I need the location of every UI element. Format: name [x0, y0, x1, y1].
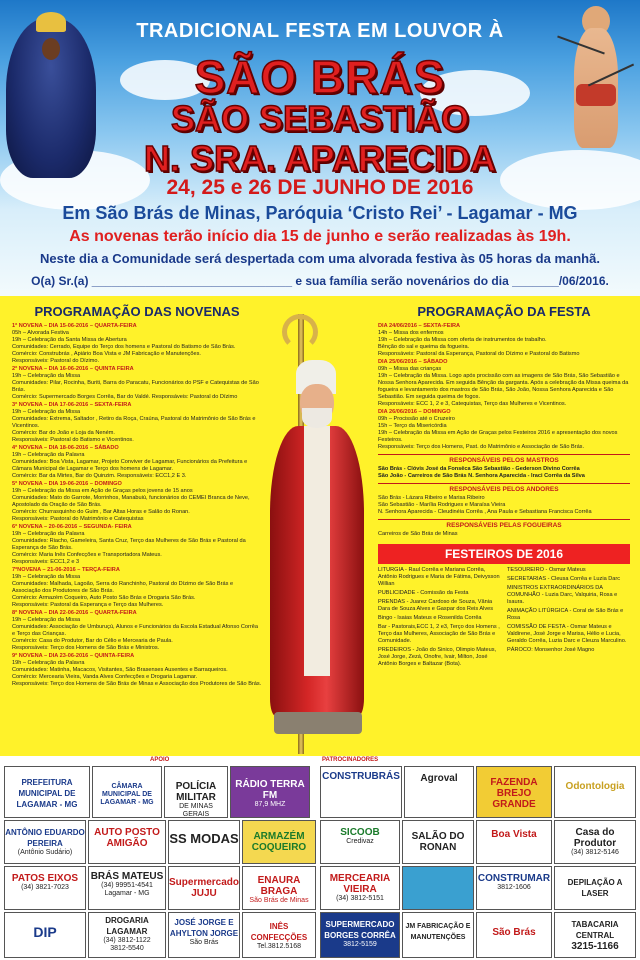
novena-line: Comunidades: Boa Vista, Lagamar, Projeto Conviver de Lagamar, Funcionários da Prefeitura e Câmara Municipal de Lagamar e Terço dos homens de Lagamar. [12, 459, 248, 472]
festa-day-line: 19h – Celebração da Missa em Ação de Graças pelos Festeiros 2016 e apresentação dos novos Festeiros. [378, 430, 618, 443]
novena-line: Responsáveis: Terço dos Homens de São Brás de Minas e Associação dos Produtores de São Brás. [12, 681, 262, 687]
ad-name: Agroval [420, 773, 458, 784]
festa-title: PROGRAMAÇÃO DA FESTA [417, 304, 591, 319]
ad-sub: São Brás de Minas [249, 897, 309, 904]
festival-intro: TRADICIONAL FESTA EM LOUVOR À [136, 20, 504, 42]
ad-name: DEPILAÇÃO A LASER [567, 878, 623, 898]
novena-line: Responsáveis: Pastoral do Dízimo. [12, 358, 100, 364]
mastros-title: RESPONSÁVEIS PELOS MASTROS [378, 454, 630, 464]
ad-name: ARMAZÉM COQUEIRO [251, 831, 307, 853]
novenas-list [12, 323, 262, 688]
festa-day-line: 15h – Terço da Misericórdia [378, 423, 447, 429]
novena-item [12, 567, 262, 609]
festa-day-line: 14h – Missa dos enfermos [378, 330, 444, 336]
ad-sub: DE MINAS GERAIS [179, 803, 213, 818]
novena-item [12, 481, 262, 523]
mastros-list [378, 466, 630, 480]
ad-sub: (Antônio Sudário) [17, 849, 73, 856]
novena-item [12, 402, 262, 444]
novena-item [12, 323, 262, 365]
festeiro-entry: Bar - Pastorais,ECC 1, 2 e3, Terço dos Homens , Terço das Mulheres, Associação de São Brás e Comunidade. [378, 624, 500, 644]
novena-line: Comunidades: Malhada, Lagoão, Serra do Ranchinho, Pastoral do Dízimo de São Brás e Associação dos Produtores de São Brás. [12, 581, 234, 594]
ad-supermercado-borges [320, 912, 400, 958]
ad-altas-horas [402, 866, 474, 910]
apoio-label: APOIO [150, 757, 170, 763]
ad-name: ANTÔNIO EDUARDO PEREIRA [5, 828, 85, 848]
novena-heading: 2ª NOVENA – DIA 16-06-2016 – QUINTA FEIRA [12, 366, 134, 372]
ad-antonio [4, 820, 86, 864]
ad-drogaria [88, 912, 166, 958]
festeiro-entry: Bingo - Isaias Mateus e Rosenilda Corrêa [378, 615, 482, 621]
ad-odontologia [554, 766, 636, 818]
novena-line: Comércio: Bar do João e Loja da Neném. [12, 430, 115, 436]
festeiro-entry: LITURGIA - Raul Corrêa e Mariana Corrêa, Antônio Rodrigues e Maria de Fátima, Deivysson Willian [378, 567, 500, 587]
statue-stole [304, 426, 330, 676]
andores-list [378, 495, 630, 516]
ad-name: Boa Vista [491, 829, 537, 840]
novena-line: Comércio: Supermercado Borges Corrêa, Bar do Valdé. Responsáveis: Pastoral do Dízimo [12, 394, 238, 400]
ad-name: PATOS EIXOS [11, 873, 79, 884]
novena-line: 19h – Celebração da Missa [12, 617, 81, 623]
novena-item [12, 445, 262, 480]
festa-day-line: 09h – Missa das crianças [378, 366, 442, 372]
ad-radio [230, 766, 310, 818]
novena-line: Comunidades: Matinha, Macacos, Visitantes, São Brasenses Ausentes e Barraqueiros. [12, 667, 228, 673]
novena-line: Responsáveis: ECC1,2 e 3 [12, 559, 80, 565]
novena-line: Comunidades: Extrema, Saltador , Retiro da Roça, Craúna, Pastoral do Matrimônio de São Brás e Vicentinos. [12, 416, 256, 429]
novena-line: Comércio: Casa do Produtor, Bar do Célio e Mercearia de Paula. [12, 638, 173, 644]
novena-line: Responsáveis: Pastoral da Esperança e Terço das Mulheres. [12, 602, 164, 608]
ad-sao-bras-shop [476, 912, 552, 958]
ad-name: SALÃO DO RONAN [411, 831, 465, 853]
ad-phone: 3215-1166 [571, 941, 619, 952]
festeiro-entry: TESOUREIRO - Osmar Mateus [507, 567, 586, 573]
festa-day-heading: DIA 25/06/2016 – SÁBADO [378, 359, 448, 365]
novena-line: Comércio: Construbrás , Apiário Boa Vista e JM Fabricação e Manutenções. [12, 351, 201, 357]
novena-line: 05h – Alvorada Festiva [12, 330, 69, 336]
ad-armazem [242, 820, 316, 864]
ad-name: TABACARIA CENTRAL [571, 920, 619, 940]
novena-item [12, 524, 262, 566]
festeiro-entry: PÁROCO: Monsenhor José Magno [507, 647, 595, 653]
patrocinadores-label: PATROCINADORES [322, 757, 379, 763]
festa-day-line: Bênção do sal e queima da fogueira. [378, 344, 470, 350]
festeiros-left [378, 567, 501, 670]
novena-line: Comércio: Bar da Mirtes, Bar do Quinzim. Responsáveis: ECC1,2 E 3. [12, 473, 187, 479]
ad-fazenda [476, 766, 552, 818]
novena-line: 19h – Celebração da Missa [12, 373, 81, 379]
ad-sub: São Brás [189, 939, 219, 946]
ad-salao [402, 820, 474, 864]
festeiro-entry: PUBLICIDADE - Comissão da Festa [378, 590, 469, 596]
ad-sicoob [320, 820, 400, 864]
novena-line: Responsáveis: Pastoral do Matrimônio e Catequistas [12, 516, 144, 522]
festeiro-entry: PREDEIROS - João do Sinico, Olimpio Mateus, José Jorge, Zezá, Onofre, Ivair, Milton, José Antônio Borges e Baltazar (Bota). [378, 647, 497, 667]
andores-title: RESPONSÁVEIS PELOS ANDORES [378, 483, 630, 493]
ad-phone: 3812-5159 [343, 941, 377, 948]
title-sao-sebastiao: SÃO SEBASTIÃO [170, 98, 470, 139]
festeiros-grid [378, 567, 630, 670]
festa-day-line: Responsáveis: Pastoral da Esperança, Pastoral do Dízimo e Pastoral do Batismo [378, 351, 580, 357]
ad-name: ENAURA BRAGA [257, 875, 301, 897]
novena-line: Comunidades: Mato do Garrote, Morrinhos, Manabuiú, funcionários do CEMEI Branca de Neve, Apostolado da Oração de São Brás. [12, 495, 250, 508]
novena-heading: 3ª NOVENA – DIA 17-06-2016 – SEXTA-FEIRA [12, 402, 132, 408]
novena-line: Responsáveis: Pastoral do Batismo e Vicentinos. [12, 437, 134, 443]
novena-line: 19h – Celebração da Santa Missa de Abertura [12, 337, 127, 343]
ad-name: CONSTRUMAR [477, 873, 551, 884]
festeiro-entry: MINISTROS EXTRAORDINÁRIOS DA COMUNHÃO - Luzia Darc, Valquiria, Rosa e Isaura. [507, 585, 618, 605]
festa-day-heading: DIA 24/06/2016 – SEXTA-FEIRA [378, 323, 461, 329]
sponsors [0, 756, 640, 960]
novena-heading: 7ªNOVENA – 21-06-2016 – TERÇA-FEIRA [12, 567, 120, 573]
ad-ss-modas [168, 820, 240, 864]
novena-heading: 9ª NOVENA – DIA 23-06-2016 – QUINTA-FEIRA [12, 653, 135, 659]
novena-line: 19h – Celebração da Palavra [12, 452, 85, 458]
novena-line: Comércio: Maria Inês Confecções e Transportadora Mateus. [12, 552, 162, 558]
ad-depilacao [554, 866, 636, 910]
ad-name: DIP [33, 924, 57, 940]
novena-heading: 8ª NOVENA – DIA 22-06-2016 – QUARTA-FEIRA [12, 610, 137, 616]
ad-jose-jorge [168, 912, 240, 958]
ad-name: RÁDIO TERRA FM [235, 779, 305, 801]
novena-line: Comunidades: Riacho, Gameleira, Santa Cruz, Terço das Mulheres de São Brás e Pastoral da Esperança de São Brás. [12, 538, 246, 551]
novenas-title: PROGRAMAÇÃO DAS NOVENAS [34, 304, 240, 319]
festa-day-line: Responsáveis: Terço dos Homens, Past. do Matrimônio e Associação de São Brás. [378, 444, 585, 450]
ad-name: São Brás [492, 927, 536, 938]
ad-dip [4, 912, 86, 958]
ad-name: CONSTRUBRÁS [322, 771, 400, 782]
festa-day-line: 19h – Celebração da Missa com oferta de instrumentos de trabalho. [378, 337, 547, 343]
novena-line: Comércio: Mercearia Vieira, Vanda Alves Confecções e Drogaria Lagamar. [12, 674, 198, 680]
ad-phone: 3812-1606 [497, 884, 531, 891]
novenas-program [12, 304, 262, 689]
festa-day-line: Responsáveis: ECC 1, 2 e 3, Catequistas, Terço das Mulheres e Vicentinos. [378, 401, 567, 407]
festa-day-heading: DIA 26/06/2016 – DOMINGO [378, 409, 451, 415]
festeiro-entry: PRENDAS - Juarez Cardoso de Souza, Vânia Dara de Souza Alves e Gaspar dos Reis Alves [378, 599, 494, 612]
festa-day-line: 09h – Procissão até o Cruzeiro [378, 416, 455, 422]
ad-prefeitura [4, 766, 90, 818]
statue-beard [302, 408, 332, 428]
novena-item [12, 653, 262, 688]
ad-name: CÂMARA MUNICIPAL DE LAGAMAR - MG [100, 783, 154, 806]
ad-sub: Credivaz [346, 838, 374, 845]
festa-day-line: 19h – Celebração da Missa. Logo após procissão com as imagens de São Brás, São Sebastião e Nossa Senhora Aparecida. Em seguida Bênção da garganta. Após a celebração da Missa queima da fogueira e levantamento dos mastros de São Brás, São João, Nossa Senhora Aparecida e São Sebastião. Em seguida queima de fogos. [378, 373, 629, 400]
ad-name: FAZENDA BREJO GRANDE [490, 777, 538, 810]
ad-name: MERCEARIA VIEIRA [329, 873, 391, 895]
ad-autoposto [88, 820, 166, 864]
andores-line: São Sebastião - Marília Rodrigues e Maraísa Vieira [378, 502, 506, 508]
festa-program [378, 304, 630, 670]
ad-name: BRÁS MATEUS [90, 871, 164, 882]
festa-day [378, 359, 630, 408]
ad-enaura [242, 866, 316, 910]
ad-name: AUTO POSTO AMIGÃO [94, 827, 160, 849]
ad-name: POLÍCIA MILITAR [175, 781, 217, 803]
andores-line: N. Senhora Aparecida - Cleudinéia Corrêa , Ana Paula e Sebastiana Francisca Corrêa [378, 509, 592, 515]
andores-line: São Brás - Lázara Ribeiro e Marisa Ribeiro [378, 495, 485, 501]
mastros-line: São Brás - Clóvis José da Fonsêca São Sebastião - Gederson Divino Corrêa [378, 466, 580, 472]
ad-name: Supermercado JUJU [169, 877, 240, 899]
ad-name: SS MODAS [169, 831, 239, 846]
festeiro-entry: COMISSÃO DE FESTA - Osmar Mateus e Valdirene, José Jorge e Marisa, Hélio e Lucia, Geraldo Corrêa, Luzia Darc e Cleuza Marculino. [507, 624, 627, 644]
ad-name: PREFEITURA MUNICIPAL DE LAGAMAR - MG [16, 778, 78, 809]
ad-construbras [320, 766, 402, 818]
ad-construmar [476, 866, 552, 910]
novenario-fill-in-line: O(a) Sr.(a) ______________________________ e sua família serão novenários do dia _______/06/2016. [31, 274, 609, 288]
ad-name: DROGARIA LAGAMAR [105, 916, 149, 936]
ad-phone: (34) 3812-5146 [571, 849, 619, 856]
novena-line: 19h – Celebração da Missa [12, 409, 81, 415]
novena-heading: 6ª NOVENA – 20-06-2016 – SEGUNDA- FEIRA [12, 524, 132, 530]
ad-agroval [404, 766, 474, 818]
ad-phone: (34) 3812-5151 [336, 895, 384, 902]
festeiros-title: FESTEIROS DE 2016 [378, 544, 630, 564]
ad-name: SUPERMERCADO BORGES CORRÊA [324, 920, 396, 940]
festeiro-entry: SECRETARIAS - Cleusa Corrêa e Luzia Darc [507, 576, 621, 582]
ad-phone: (34) 99951-4541 [101, 882, 153, 889]
novena-heading: 5ª NOVENA – DIA 19-06-2016 – DOMINGO [12, 481, 122, 487]
title-nossa-senhora: N. SRA. APARECIDA [143, 138, 497, 179]
ad-phone: 3812-5540 [110, 945, 144, 952]
ad-tabacaria [554, 912, 636, 958]
ad-jm [402, 912, 474, 958]
novena-line: Comunidades: Cerrado, Equipe do Terço dos homens e Pastoral do Batismo de São Brás. [12, 344, 236, 350]
festival-dates: 24, 25 e 26 DE JUNHO DE 2016 [166, 176, 474, 199]
program-section [0, 296, 640, 758]
statue-base [274, 712, 362, 734]
ad-phone: Tel.3812.5168 [257, 943, 301, 950]
ad-juju [168, 866, 240, 910]
ad-ines [242, 912, 316, 958]
festeiro-entry: ANIMAÇÃO LITÚRGICA - Coral de São Brás e Rosa [507, 608, 624, 621]
novena-line: Comunidades: Associação de Umburuçú, Alunos e Funcionários da Escola Estadual Afonso Corrêa e Terço das Crianças. [12, 624, 258, 637]
novena-line: Comércio: Churrasquinho do Guim , Bar Altas Horas e Salão do Ronan. [12, 509, 190, 515]
crozier-crook [282, 314, 318, 350]
novena-line: Responsáveis: Terço dos Homens de São Brás e Ministros. [12, 645, 160, 651]
ad-camara [92, 766, 162, 818]
alvorada-notice: Neste dia a Comunidade será despertada com uma alvorada festiva às 05 horas da manhã. [40, 251, 600, 266]
ad-patos-eixos [4, 866, 86, 910]
novena-item [12, 610, 262, 652]
festa-day [378, 409, 630, 451]
ad-boavista [476, 820, 552, 864]
header [0, 0, 640, 300]
ad-policia [164, 766, 228, 818]
fogueiras-text: Carreiros de São Brás de Minas [378, 531, 458, 537]
fogueiras-title: RESPONSÁVEIS PELAS FOGUEIRAS [378, 519, 630, 529]
ad-name: SICOOB [340, 827, 380, 838]
novenas-notice: As novenas terão início dia 15 de junho e serão realizadas às 19h. [69, 228, 571, 245]
ad-name: INÊS CONFECÇÕES [250, 922, 308, 942]
novena-line: Comércio: Armazém Coqueiro, Auto Posto São Brás e Drogaria São Brás. [12, 595, 196, 601]
novena-item [12, 366, 262, 401]
ad-bras-mateus [88, 866, 166, 910]
festa-days [378, 323, 630, 451]
novena-heading: 4ª NOVENA – DIA 18-06-2016 – SÁBADO [12, 445, 119, 451]
festival-location: Em São Brás de Minas, Paróquia ‘Cristo Rei’ - Lagamar - MG [62, 203, 578, 223]
ad-name: Casa do Produtor [573, 827, 617, 849]
mastros-line: São João - Carreiros de São Brás N. Senhora Aparecida - Iraci Corrêa da Silva [378, 473, 585, 479]
ad-name: Odontologia [565, 781, 625, 792]
novena-line: 19h – Celebração da Palavra [12, 531, 85, 537]
ad-city: Lagamar - MG [104, 890, 150, 897]
ad-mercearia [320, 866, 400, 910]
ad-phone: (34) 3821-7023 [21, 884, 69, 891]
sao-bras-statue [252, 314, 382, 754]
ad-sub: 87,9 MHZ [254, 801, 286, 808]
festa-day [378, 323, 630, 358]
novena-line: Comunidades: Pilar, Rocinha, Buriti, Barra do Paracatu, Funcionários do PSF e Catequistas de São Brás. [12, 380, 259, 393]
novena-line: 19h – Celebração da Missa em Ação de Graças pelos jovens de 15 anos [12, 488, 193, 494]
ad-casa-produtor [554, 820, 636, 864]
title-sao-bras: SÃO BRÁS [194, 51, 446, 103]
ad-phone: (34) 3812-1122 [103, 937, 151, 944]
ad-name: JM FABRICAÇÃO E MANUTENÇÕES [405, 923, 471, 941]
ad-name: JOSÉ JORGE E AHYLTON JORGE [169, 918, 239, 938]
novena-line: 19h – Celebração da Palavra [12, 660, 85, 666]
novena-line: 19h – Celebração da Missa [12, 574, 81, 580]
festeiros-right [507, 567, 630, 670]
novena-heading: 1ª NOVENA – DIA 15-06-2016 – QUARTA-FEIRA [12, 323, 137, 329]
